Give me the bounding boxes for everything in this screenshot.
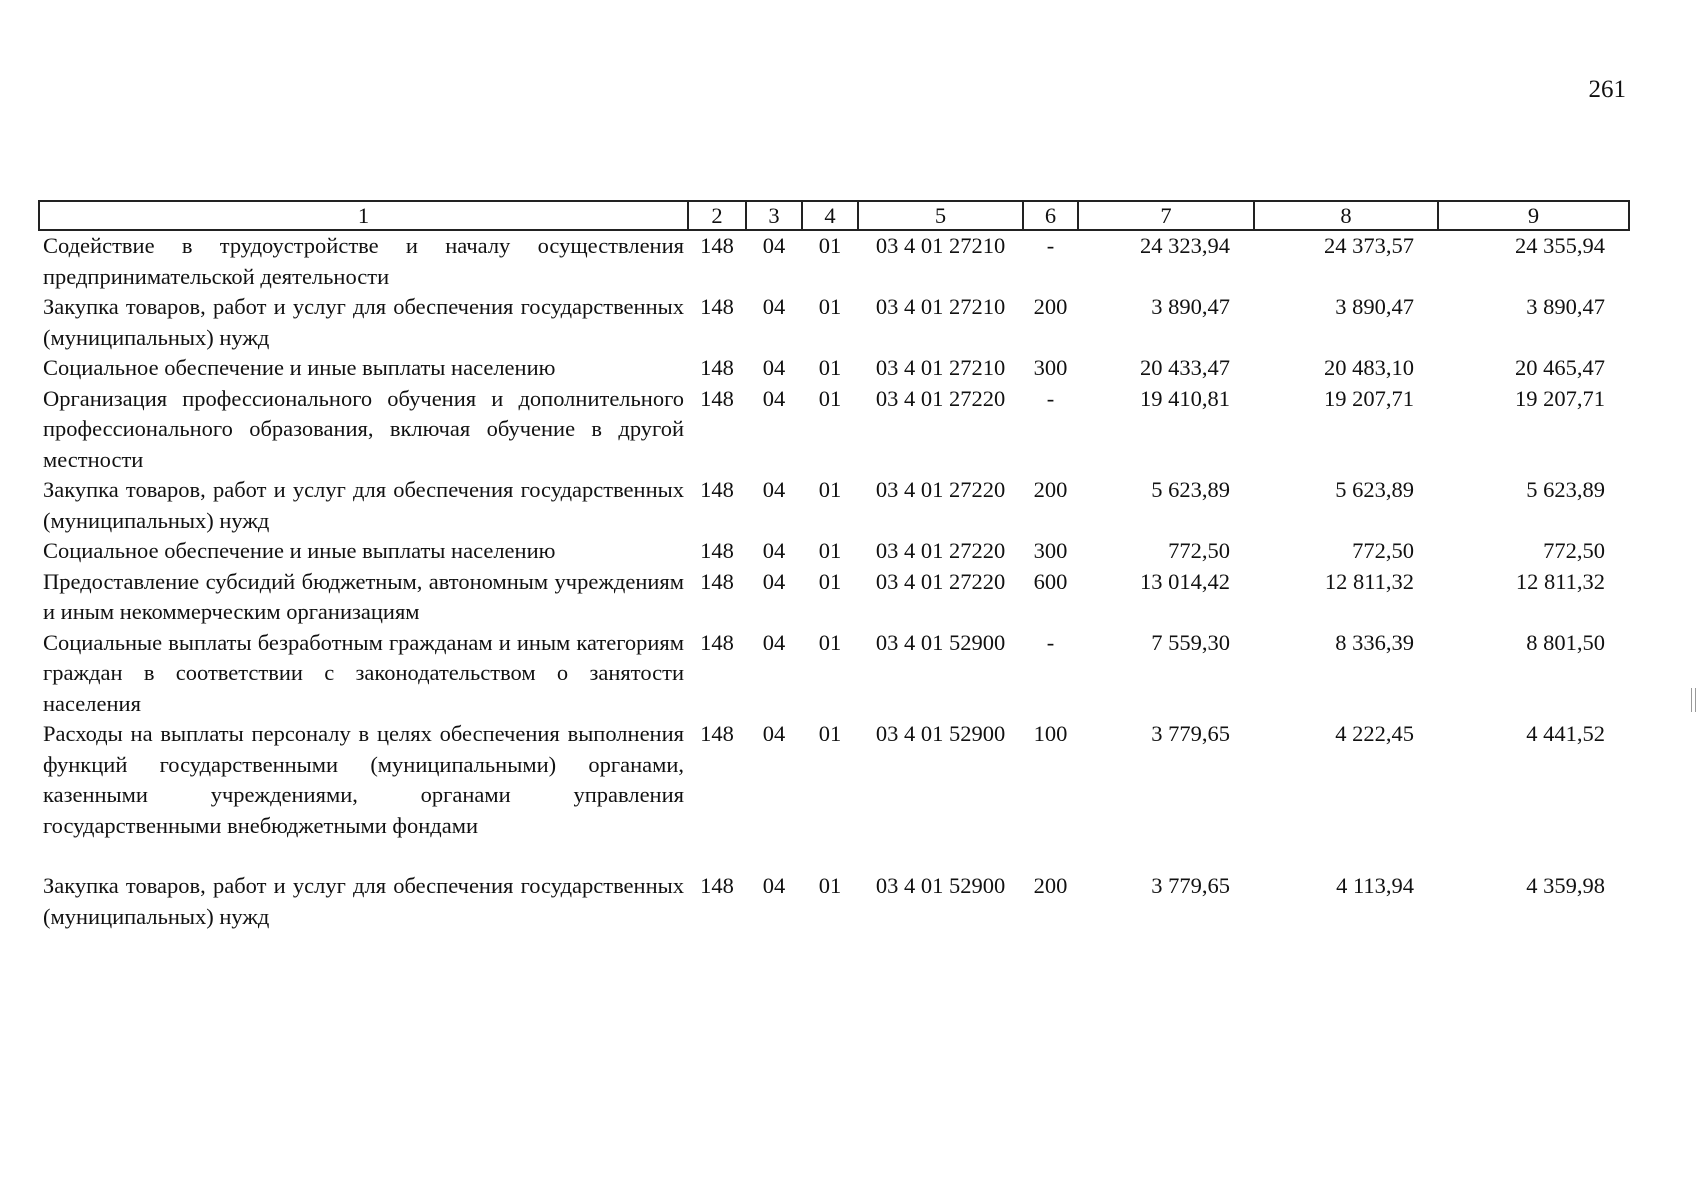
budget-table (38, 200, 1630, 932)
header-cell: 6 (1023, 201, 1078, 230)
row-description: Социальное обеспечение и иные выплаты населению (43, 355, 556, 380)
cell-col9: 772,50 (1543, 538, 1605, 563)
cell-col6: 200 (1033, 873, 1068, 898)
cell-col8: 20 483,10 (1324, 355, 1414, 380)
table-row (39, 567, 1629, 628)
row-description: Организация профессионального обучения и дополнительного профессионального образования, включая обучение в другой местности (43, 385, 684, 472)
table-row (39, 353, 1629, 384)
cell-col6: 300 (1033, 355, 1068, 380)
cell-col6: 600 (1033, 568, 1068, 594)
header-cell: 9 (1438, 201, 1629, 230)
header-cell: 3 (746, 201, 802, 230)
cell-col5: 03 4 01 27210 (875, 294, 1006, 319)
table-row (39, 230, 1629, 292)
cell-col3: 04 (762, 477, 786, 502)
cell-col5: 03 4 01 52900 (875, 873, 1006, 898)
table-body (39, 230, 1629, 932)
cell-col5: 03 4 01 27220 (875, 568, 1006, 594)
cell-col5: 03 4 01 27220 (875, 477, 1006, 502)
row-description: Предоставление субсидий бюджетным, автономным учреждениям и иным некоммерческим организациям (43, 568, 684, 624)
cell-col9: 5 623,89 (1526, 477, 1605, 502)
cell-col8: 4 113,94 (1336, 873, 1414, 898)
cell-col7: 772,50 (1168, 538, 1230, 563)
cell-col9: 4 441,52 (1526, 721, 1605, 746)
cell-col6: 300 (1033, 538, 1068, 563)
header-cell: 4 (802, 201, 858, 230)
cell-col2: 148 (700, 721, 734, 746)
cell-col5: 03 4 01 27220 (875, 385, 1006, 411)
cell-col3: 04 (762, 721, 786, 746)
cell-col6: - (1046, 629, 1055, 655)
cell-col3: 04 (762, 294, 786, 319)
scan-artifact-mark (1691, 688, 1696, 712)
table-row (39, 628, 1629, 720)
cell-col4: 01 (818, 477, 842, 502)
cell-col7: 3 779,65 (1151, 721, 1230, 746)
header-cell: 1 (39, 201, 688, 230)
row-description: Социальное обеспечение и иные выплаты населению (43, 538, 556, 563)
cell-col5: 03 4 01 27210 (875, 355, 1006, 380)
cell-col2: 148 (700, 477, 734, 502)
cell-col4: 01 (818, 385, 842, 411)
cell-col8: 24 373,57 (1324, 233, 1414, 258)
cell-col5: 03 4 01 52900 (875, 721, 1006, 746)
row-description: Расходы на выплаты персоналу в целях обеспечения выполнения функций государственными (муниципальными) органами, казенными учреждениями, органами управления государственными внебюджетными фондами (43, 721, 684, 838)
cell-col5: 03 4 01 52900 (875, 629, 1006, 655)
cell-col6: 200 (1033, 477, 1068, 502)
row-description: Закупка товаров, работ и услуг для обеспечения государственных (муниципальных) нужд (43, 477, 684, 533)
cell-col9: 3 890,47 (1526, 294, 1605, 319)
header-cell: 8 (1254, 201, 1438, 230)
cell-col9: 8 801,50 (1526, 629, 1605, 655)
cell-col8: 4 222,45 (1335, 721, 1414, 746)
cell-col3: 04 (762, 355, 786, 380)
cell-col6: 100 (1033, 721, 1068, 746)
table-row (39, 719, 1629, 841)
cell-col9: 4 359,98 (1526, 873, 1605, 898)
cell-col8: 3 890,47 (1335, 294, 1414, 319)
cell-col9: 12 811,32 (1515, 568, 1605, 594)
cell-col8: 5 623,89 (1335, 477, 1414, 502)
cell-col3: 04 (762, 873, 786, 898)
header-row (39, 201, 1629, 230)
cell-col7: 3 890,47 (1151, 294, 1230, 319)
table-row (39, 384, 1629, 476)
page-number: 261 (1588, 76, 1626, 103)
row-description: Закупка товаров, работ и услуг для обеспечения государственных (муниципальных) нужд (43, 294, 684, 350)
cell-col7: 5 623,89 (1151, 477, 1230, 502)
table-row (39, 841, 1629, 932)
cell-col6: - (1046, 233, 1055, 258)
cell-col7: 13 014,42 (1140, 568, 1230, 594)
cell-col5: 03 4 01 27220 (875, 538, 1006, 563)
cell-col2: 148 (700, 629, 734, 655)
row-description: Содействие в трудоустройстве и началу осуществления предпринимательской деятельности (43, 233, 684, 289)
cell-col7: 7 559,30 (1151, 629, 1230, 655)
cell-col4: 01 (818, 629, 842, 655)
header-cell: 5 (858, 201, 1023, 230)
table-row (39, 475, 1629, 536)
cell-col4: 01 (818, 721, 842, 746)
table-header (39, 201, 1629, 230)
cell-col2: 148 (700, 294, 734, 319)
cell-col2: 148 (700, 538, 734, 563)
cell-col6: - (1046, 385, 1055, 411)
cell-col4: 01 (818, 294, 842, 319)
cell-col5: 03 4 01 27210 (875, 233, 1006, 258)
cell-col3: 04 (762, 233, 786, 258)
table-row (39, 292, 1629, 353)
row-description: Социальные выплаты безработным гражданам и иным категориям граждан в соответствии с законодательством о занятости населения (43, 629, 684, 716)
cell-col8: 8 336,39 (1335, 629, 1414, 655)
header-cell: 2 (688, 201, 746, 230)
cell-col2: 148 (700, 568, 734, 594)
header-cell: 7 (1078, 201, 1254, 230)
cell-col4: 01 (818, 873, 842, 898)
cell-col3: 04 (762, 629, 786, 655)
cell-col2: 148 (700, 233, 734, 258)
cell-col8: 19 207,71 (1324, 385, 1414, 411)
cell-col7: 24 323,94 (1140, 233, 1230, 258)
cell-col4: 01 (818, 538, 842, 563)
cell-col7: 19 410,81 (1140, 385, 1230, 411)
cell-col9: 20 465,47 (1515, 355, 1605, 380)
cell-col9: 19 207,71 (1515, 385, 1605, 411)
cell-col4: 01 (818, 355, 842, 380)
cell-col2: 148 (700, 385, 734, 411)
cell-col3: 04 (762, 538, 786, 563)
cell-col6: 200 (1033, 294, 1068, 319)
cell-col7: 20 433,47 (1140, 355, 1230, 380)
cell-col8: 772,50 (1352, 538, 1414, 563)
table-row (39, 536, 1629, 567)
cell-col9: 24 355,94 (1515, 233, 1605, 258)
cell-col2: 148 (700, 873, 734, 898)
cell-col3: 04 (762, 568, 786, 594)
cell-col4: 01 (818, 233, 842, 258)
cell-col3: 04 (762, 385, 786, 411)
cell-col7: 3 779,65 (1151, 873, 1230, 898)
row-description: Закупка товаров, работ и услуг для обеспечения государственных (муниципальных) нужд (43, 873, 684, 929)
cell-col2: 148 (700, 355, 734, 380)
cell-col8: 12 811,32 (1324, 568, 1414, 594)
cell-col4: 01 (818, 568, 842, 594)
